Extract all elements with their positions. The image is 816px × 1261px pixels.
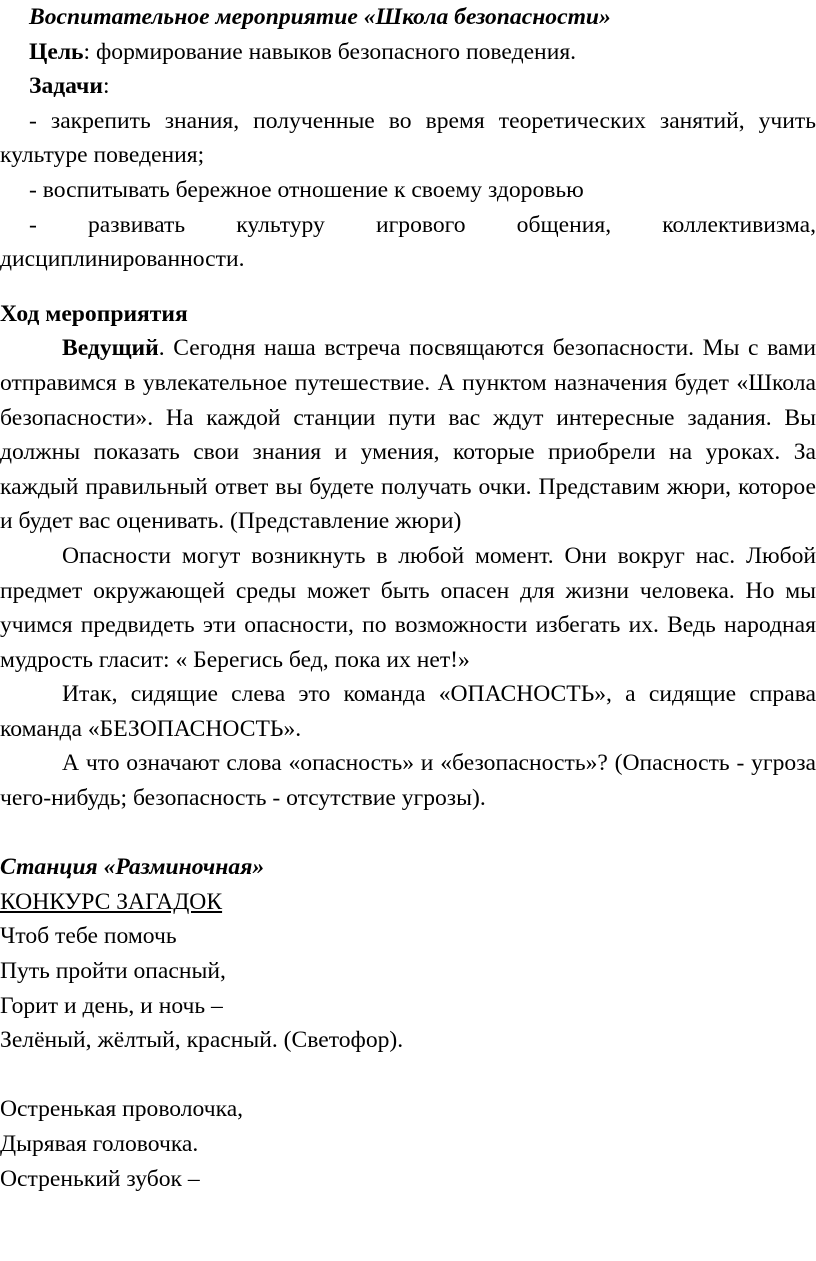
contest-title: КОНКУРС ЗАГАДОК xyxy=(0,888,223,915)
host-label: Ведущий xyxy=(62,335,159,362)
task-item: - развивать культуру игрового общения, коллективизма, дисциплинированности. xyxy=(0,211,816,273)
body-paragraph: А что означают слова «опасность» и «безопасность»? (Опасность - угроза чего-нибудь; безопасность - отсутствие угрозы). xyxy=(0,750,816,812)
riddle-line: Чтоб тебе помочь xyxy=(0,923,177,950)
tasks-colon: : xyxy=(102,73,110,100)
goal-text: : формирование навыков безопасного поведения. xyxy=(83,38,577,65)
section-heading: Ход мероприятия xyxy=(0,300,188,327)
riddle-line: Путь пройти опасный, xyxy=(0,958,226,985)
tasks-label: Задачи xyxy=(29,73,103,100)
task-item: - закрепить знания, полученные во время теоретических занятий, учить культуре поведения; xyxy=(0,107,816,169)
riddle-line: Остренький зубок – xyxy=(0,1165,200,1192)
body-paragraph: Итак, сидящие слева это команда «ОПАСНОСТЬ», а сидящие справа команда «БЕЗОПАСНОСТЬ». xyxy=(0,681,816,742)
goal-line xyxy=(0,35,816,70)
riddle-line: Дырявая головочка. xyxy=(0,1131,199,1157)
event-title: Воспитательное мероприятие «Школа безопасности» xyxy=(29,4,611,30)
host-paragraph xyxy=(0,331,816,539)
tasks-heading xyxy=(0,69,816,104)
station-title: Станция «Разминочная» xyxy=(0,854,265,881)
host-text: . Сегодня наша встреча посвящаются безопасности. Мы с вами отправимся в увлекательное путешествие. А пунктом назначения будет «Школа безопасности». На каждой станции пути вас ждут интересные задания. Вы должны показать свои знания и умения, которые приобрели на уроках. За каждый правильный ответ вы будете получать очки. Представим жюри, которое и будет вас оценивать. (Представление жюри) xyxy=(0,335,816,535)
body-paragraph: Опасности могут возникнуть в любой момент. Они вокруг нас. Любой предмет окружающей среды может быть опасен для жизни человека. Но мы учимся предвидеть эти опасности, по возможности избегать их. Ведь народная мудрость гласит: « Берегись бед, пока их нет!» xyxy=(0,542,816,673)
riddle-line: Горит и день, и ночь – xyxy=(0,992,223,1019)
riddle-line: Зелёный, жёлтый, красный. (Светофор). xyxy=(0,1027,404,1054)
task-item: - воспитывать бережное отношение к своему здоровью xyxy=(29,176,584,203)
riddle-line: Остренькая проволочка, xyxy=(0,1096,244,1123)
goal-label: Цель xyxy=(29,38,84,65)
